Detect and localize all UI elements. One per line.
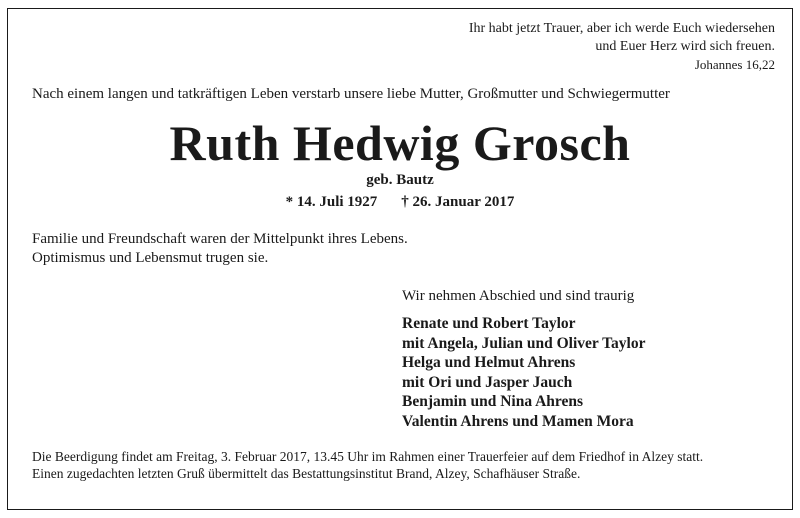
quote-source: Johannes 16,22 bbox=[694, 57, 775, 72]
motto-line: Optimismus und Lebensmut trugen sie. bbox=[32, 250, 269, 266]
funeral-text: Die Beerdigung findet am Freitag, 3. Februar 2017, 13.45 Uhr im Rahmen einer Trauerfeier auf dem Friedhof in Alzey statt. bbox=[32, 449, 704, 464]
bible-quote bbox=[469, 20, 775, 73]
funeral-greeting: Einen zugedachten letzten Gruß übermittelt das Bestattungsinstitut Brand, Alzey, Schafhäuser Straße. bbox=[32, 466, 581, 481]
quote-line: Ihr habt jetzt Trauer, aber ich werde Euch wiedersehen bbox=[468, 21, 775, 36]
funeral-info bbox=[32, 448, 776, 482]
life-dates bbox=[0, 194, 800, 211]
motto-line: Familie und Freundschaft waren der Mittelpunkt ihres Lebens. bbox=[32, 231, 408, 247]
mourners-block bbox=[402, 287, 645, 431]
mourner-name: Helga und Helmut Ahrens bbox=[402, 354, 576, 371]
mourner-name: Renate und Robert Taylor bbox=[402, 315, 576, 332]
mourner-name: mit Ori und Jasper Jauch bbox=[402, 373, 573, 391]
birth-date: * 14. Juli 1927 bbox=[285, 194, 378, 210]
intro-text: Nach einem langen und tatkräftigen Leben verstarb unsere liebe Mutter, Großmutter und Schwiegermutter bbox=[32, 86, 670, 102]
quote-line: und Euer Herz wird sich freuen. bbox=[595, 39, 775, 54]
mourner-name: Benjamin und Nina Ahrens bbox=[402, 393, 584, 410]
death-date: † 26. Januar 2017 bbox=[401, 194, 515, 210]
born-name: geb. Bautz bbox=[366, 172, 434, 188]
mourner-name: mit Angela, Julian und Oliver Taylor bbox=[402, 334, 646, 352]
mourner-name: Valentin Ahrens und Mamen Mora bbox=[402, 412, 634, 430]
mourners-intro: Wir nehmen Abschied und sind traurig bbox=[402, 288, 635, 304]
motto bbox=[32, 230, 408, 268]
deceased-name: Ruth Hedwig Grosch bbox=[169, 115, 631, 171]
